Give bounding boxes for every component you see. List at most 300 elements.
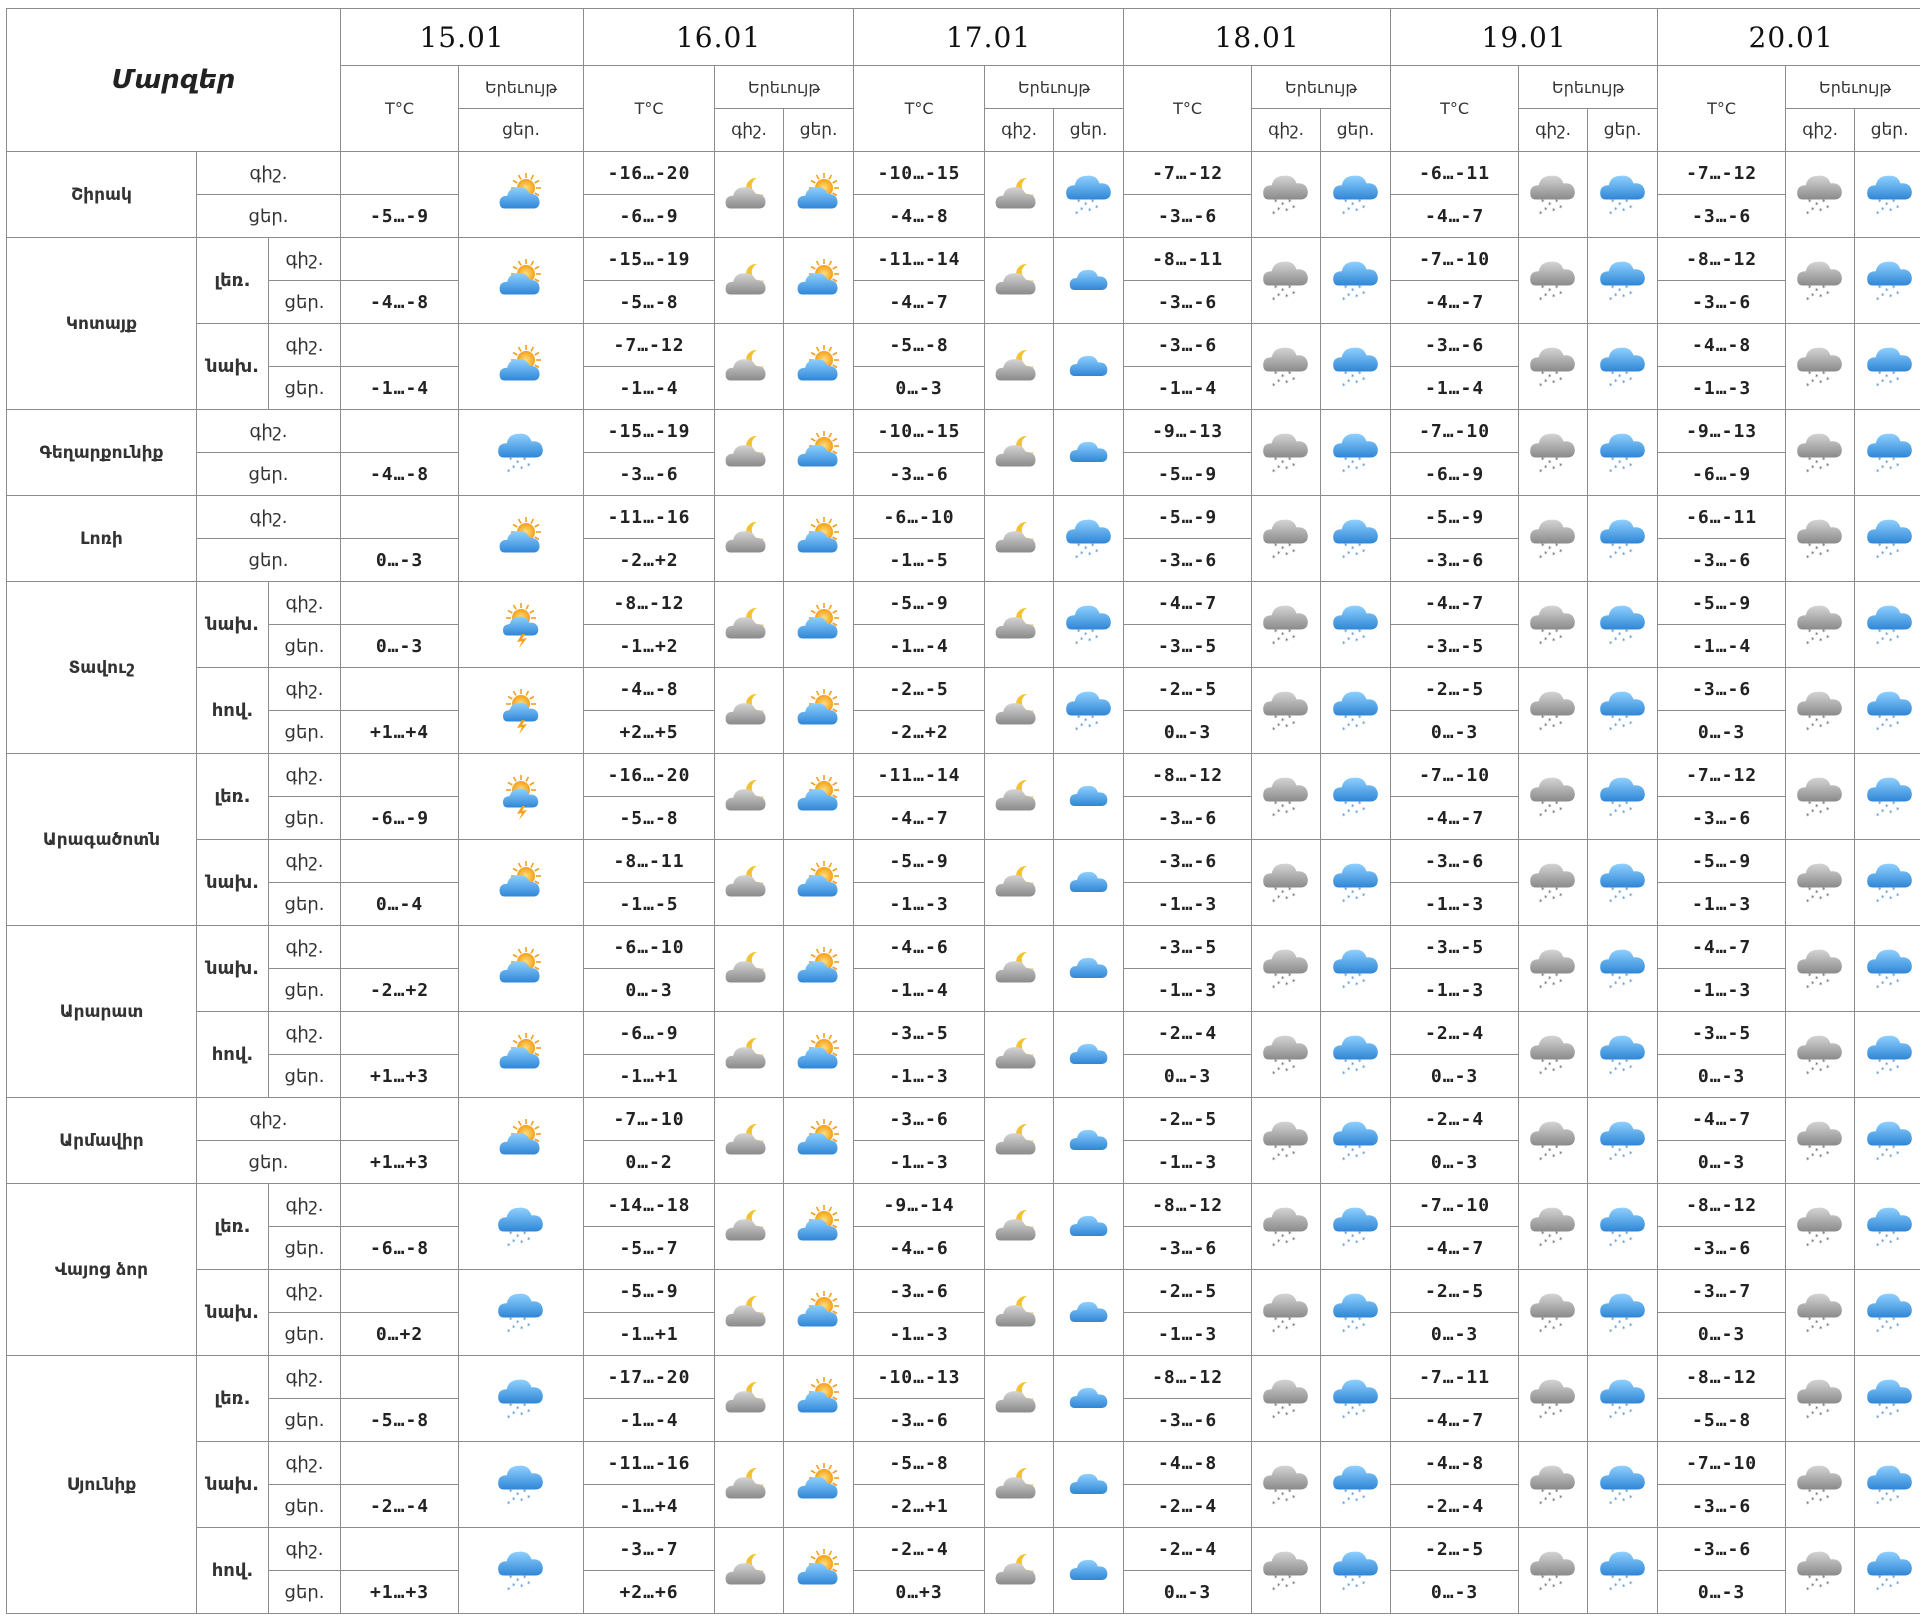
- temp-day: [1658, 195, 1786, 238]
- temp-day-text: -3…-6: [1425, 549, 1485, 571]
- temp-day: [1658, 969, 1786, 1012]
- svg-text:*: *: [1819, 1066, 1823, 1075]
- sub-header-day: [1855, 109, 1920, 152]
- temp-day: [1658, 1141, 1786, 1184]
- snow-cloud-icon: [1331, 256, 1381, 306]
- day-label: [197, 1141, 341, 1184]
- temp-day-15: [341, 1571, 459, 1614]
- svg-text:*: *: [1888, 1410, 1893, 1419]
- night-label: [269, 668, 341, 711]
- svg-text:*: *: [1875, 1413, 1880, 1422]
- svg-text:*: *: [1808, 283, 1812, 292]
- temp-day: [1391, 367, 1519, 410]
- svg-text:*: *: [1350, 888, 1355, 897]
- weather-icon-cell: [459, 1012, 584, 1098]
- svg-text:*: *: [1548, 458, 1552, 467]
- svg-text:*: *: [1076, 197, 1081, 206]
- grey-snow-cloud-icon: [1795, 1116, 1845, 1166]
- weather-icon-cell: [715, 152, 784, 238]
- partly-sunny-icon: [496, 514, 546, 564]
- svg-text:*: *: [1808, 1229, 1812, 1238]
- temp-day-15-text: -4…-8: [369, 291, 430, 313]
- temp-night-15: [341, 1356, 459, 1399]
- svg-text:*: *: [1354, 550, 1359, 559]
- svg-text:*: *: [1343, 885, 1348, 894]
- snow-cloud-icon: [1598, 170, 1648, 220]
- weather-icon-cell: [1855, 926, 1920, 1012]
- svg-text:*: *: [1288, 1315, 1292, 1324]
- temp-night: [854, 324, 985, 367]
- svg-text:*: *: [1822, 455, 1826, 464]
- svg-text:*: *: [1811, 549, 1815, 558]
- svg-text:*: *: [1357, 369, 1362, 378]
- temp-header: [1124, 66, 1252, 152]
- svg-text:*: *: [1559, 1407, 1563, 1416]
- sub-header-night-text: գիշ.: [1535, 120, 1572, 140]
- temp-night-15: [341, 1098, 459, 1141]
- weather-icon-cell: [459, 1098, 584, 1184]
- grey-snow-cloud-icon: [1261, 1288, 1311, 1338]
- svg-text:*: *: [1281, 1060, 1285, 1069]
- grey-snow-cloud-icon: [1795, 170, 1845, 220]
- svg-text:*: *: [1875, 1585, 1880, 1594]
- temp-day: [584, 195, 715, 238]
- svg-text:*: *: [1806, 553, 1810, 562]
- weather-icon-cell: [1054, 582, 1124, 668]
- svg-text:*: *: [1808, 1315, 1812, 1324]
- day-label: [269, 281, 341, 324]
- svg-text:*: *: [523, 1315, 527, 1324]
- svg-text:*: *: [1292, 289, 1296, 298]
- weather-icon-cell: [784, 496, 854, 582]
- area-label-cell: [197, 668, 269, 754]
- night-label-text: գիշ.: [249, 1108, 288, 1130]
- svg-text:*: *: [1272, 725, 1276, 734]
- weather-icon-cell: [1252, 840, 1321, 926]
- svg-text:*: *: [1285, 636, 1289, 645]
- temp-night: [1391, 1012, 1519, 1055]
- svg-text:*: *: [1357, 283, 1362, 292]
- svg-text:*: *: [1624, 971, 1629, 980]
- temp-day-15: [341, 1313, 459, 1356]
- svg-text:*: *: [1346, 1323, 1351, 1332]
- svg-text:*: *: [1341, 1499, 1346, 1508]
- weather-icon-cell: [1855, 238, 1920, 324]
- temp-night-text: -5…-8: [889, 1452, 949, 1474]
- svg-text:*: *: [1343, 1573, 1348, 1582]
- svg-text:*: *: [523, 455, 527, 464]
- svg-text:*: *: [1274, 1143, 1278, 1152]
- temp-night: [1391, 324, 1519, 367]
- weather-icon-cell: [1786, 1184, 1855, 1270]
- svg-text:*: *: [1548, 1490, 1552, 1499]
- svg-text:*: *: [1888, 1152, 1893, 1161]
- svg-text:*: *: [1281, 1146, 1285, 1155]
- svg-text:*: *: [1288, 1487, 1292, 1496]
- temp-night-text: -3…-6: [1425, 334, 1485, 356]
- temp-day-text: 0…-3: [1697, 1581, 1746, 1603]
- svg-text:*: *: [1552, 1496, 1556, 1505]
- temp-night: [1124, 1356, 1252, 1399]
- svg-text:*: *: [1822, 1487, 1826, 1496]
- night-label-text: գիշ.: [249, 162, 288, 184]
- temp-day-text: -2…+2: [619, 549, 679, 571]
- svg-text:*: *: [1610, 799, 1615, 808]
- weather-icon-cell: [1855, 582, 1920, 668]
- temp-day-text: -3…-6: [1692, 291, 1752, 313]
- svg-text:*: *: [1341, 467, 1346, 476]
- temp-night-text: -2…-5: [1425, 1538, 1485, 1560]
- svg-text:*: *: [1343, 799, 1348, 808]
- svg-text:*: *: [1555, 1487, 1559, 1496]
- svg-text:*: *: [1877, 1315, 1882, 1324]
- svg-text:*: *: [1281, 888, 1285, 897]
- area-label-cell: [197, 324, 269, 410]
- svg-text:*: *: [1559, 461, 1563, 470]
- cloud-icon: [1064, 1202, 1114, 1252]
- svg-text:*: *: [1346, 463, 1351, 472]
- temp-day-text: -4…-7: [1425, 291, 1485, 313]
- cloud-moon-icon: [724, 1030, 774, 1080]
- svg-text:*: *: [1819, 292, 1823, 301]
- svg-text:*: *: [1552, 1066, 1556, 1075]
- temp-day-text: -3…-6: [1157, 807, 1218, 829]
- svg-text:*: *: [1277, 807, 1281, 816]
- weather-icon-cell: [459, 410, 584, 496]
- temp-day-15-text: +1…+4: [369, 721, 430, 743]
- svg-text:*: *: [1292, 375, 1296, 384]
- temp-night-text: -9…-14: [883, 1194, 955, 1216]
- snow-cloud-icon: [1865, 1374, 1915, 1424]
- weather-icon-cell: [1519, 668, 1588, 754]
- weather-icon-cell: [985, 324, 1054, 410]
- svg-text:*: *: [1552, 722, 1556, 731]
- temp-day-text: +2…+6: [619, 1581, 679, 1603]
- temp-day-text: -4…-7: [1425, 1237, 1485, 1259]
- temp-day-text: -5…-7: [619, 1237, 679, 1259]
- area-label: հով.: [211, 1044, 254, 1065]
- svg-text:*: *: [1880, 291, 1885, 300]
- temp-day-text: -3…-6: [889, 1409, 949, 1431]
- svg-text:*: *: [1281, 630, 1285, 639]
- weather-icon-cell: [459, 668, 584, 754]
- svg-text:*: *: [1548, 544, 1552, 553]
- weather-icon-cell: [1855, 1528, 1920, 1614]
- cloud-moon-icon: [994, 600, 1044, 650]
- temp-night: [1658, 1442, 1786, 1485]
- cloud-moon-icon: [994, 1202, 1044, 1252]
- temp-night-text: -2…-4: [889, 1538, 949, 1560]
- weather-icon-cell: [1855, 410, 1920, 496]
- svg-text:*: *: [1285, 722, 1289, 731]
- region-name: Կոտայք: [65, 313, 138, 334]
- svg-text:*: *: [1354, 722, 1359, 731]
- weather-icon-cell: [1054, 496, 1124, 582]
- temp-day: [584, 281, 715, 324]
- snow-cloud-icon: [1331, 428, 1381, 478]
- day-label-text: ցեր.: [248, 205, 289, 227]
- svg-text:*: *: [1288, 799, 1292, 808]
- temp-night: [854, 754, 985, 797]
- sub-header-night: [1519, 109, 1588, 152]
- temp-night: [1124, 238, 1252, 281]
- svg-text:*: *: [1608, 639, 1613, 648]
- svg-text:*: *: [1628, 375, 1633, 384]
- temp-night: [1658, 496, 1786, 539]
- svg-text:*: *: [527, 1407, 531, 1416]
- svg-text:*: *: [512, 1323, 516, 1332]
- weather-icon-cell: [459, 496, 584, 582]
- weather-icon-cell: [1519, 754, 1588, 840]
- svg-text:*: *: [1274, 369, 1278, 378]
- svg-text:*: *: [1888, 1324, 1893, 1333]
- svg-text:*: *: [1891, 369, 1896, 378]
- svg-text:*: *: [1884, 1060, 1889, 1069]
- temp-night: [1658, 152, 1786, 195]
- svg-text:*: *: [1624, 369, 1629, 378]
- svg-text:*: *: [1548, 1232, 1552, 1241]
- svg-text:*: *: [1608, 1155, 1613, 1164]
- temp-night-text: -4…-8: [1692, 334, 1752, 356]
- svg-text:*: *: [1361, 719, 1366, 728]
- weather-icon-cell: [1054, 1442, 1124, 1528]
- svg-text:*: *: [1272, 553, 1276, 562]
- svg-text:*: *: [1277, 463, 1281, 472]
- temp-night-text: -2…-5: [1157, 1280, 1218, 1302]
- svg-text:*: *: [1292, 547, 1296, 556]
- temp-night-text: -3…-6: [1425, 850, 1485, 872]
- svg-text:*: *: [1555, 1315, 1559, 1324]
- sky-header-text: Երեւույթ: [1284, 77, 1358, 97]
- svg-text:*: *: [1613, 377, 1618, 386]
- svg-text:*: *: [1357, 1401, 1362, 1410]
- svg-text:*: *: [1361, 805, 1366, 814]
- svg-text:*: *: [1539, 1155, 1543, 1164]
- svg-text:*: *: [1888, 894, 1893, 903]
- svg-text:*: *: [1559, 633, 1563, 642]
- day-label-text: ցեր.: [284, 291, 325, 313]
- weather-icon-cell: [1519, 1528, 1588, 1614]
- weather-icon-cell: [1321, 926, 1391, 1012]
- svg-text:*: *: [1826, 203, 1830, 212]
- temp-night-text: -5…-9: [1692, 850, 1752, 872]
- svg-text:*: *: [1555, 1573, 1559, 1582]
- grey-snow-cloud-icon: [1528, 1202, 1578, 1252]
- svg-text:*: *: [1822, 1573, 1826, 1582]
- weather-icon-cell: [1588, 1356, 1658, 1442]
- svg-text:*: *: [1272, 1069, 1276, 1078]
- temp-night-text: -7…-10: [1419, 1194, 1491, 1216]
- svg-text:*: *: [1548, 802, 1552, 811]
- svg-text:*: *: [1608, 725, 1613, 734]
- temp-day: [1391, 1055, 1519, 1098]
- temp-header-text: T°C: [385, 99, 414, 118]
- snow-cloud-icon: [1598, 256, 1648, 306]
- temp-night: [1391, 1528, 1519, 1571]
- svg-text:*: *: [1608, 467, 1613, 476]
- temp-night: [1124, 582, 1252, 625]
- weather-icon-cell: [1786, 496, 1855, 582]
- svg-text:*: *: [1288, 1143, 1292, 1152]
- temp-night-text: -6…-10: [883, 506, 955, 528]
- svg-text:*: *: [1292, 1579, 1296, 1588]
- day-label-text: ցեր.: [284, 1323, 325, 1345]
- svg-text:*: *: [1090, 627, 1095, 636]
- weather-icon-cell: [985, 496, 1054, 582]
- svg-text:*: *: [1281, 458, 1285, 467]
- day-label: [197, 453, 341, 496]
- temp-night-15: [341, 324, 459, 367]
- svg-text:*: *: [1357, 1229, 1362, 1238]
- svg-text:*: *: [1272, 1155, 1276, 1164]
- svg-text:*: *: [1541, 197, 1545, 206]
- night-row: [7, 926, 1920, 969]
- svg-text:*: *: [1074, 553, 1079, 562]
- svg-text:*: *: [1891, 799, 1896, 808]
- svg-text:*: *: [1539, 1327, 1543, 1336]
- snow-cloud-icon: [1865, 342, 1915, 392]
- grey-snow-cloud-icon: [1261, 428, 1311, 478]
- svg-text:*: *: [1288, 1401, 1292, 1410]
- sub-header-day-text: ցեր.: [1069, 120, 1108, 140]
- weather-icon-cell: [1054, 324, 1124, 410]
- svg-text:*: *: [1811, 1495, 1815, 1504]
- svg-text:*: *: [1891, 1229, 1896, 1238]
- temp-night-text: -5…-9: [1425, 506, 1485, 528]
- svg-text:*: *: [520, 1410, 524, 1419]
- cloud-icon: [1064, 1116, 1114, 1166]
- night-row: [7, 582, 1920, 625]
- temp-day: [1391, 281, 1519, 324]
- snow-cloud-icon: [496, 1546, 546, 1596]
- temp-night-text: -3…-6: [1692, 678, 1752, 700]
- night-label: [269, 926, 341, 969]
- temp-night: [1124, 668, 1252, 711]
- temp-day: [854, 1571, 985, 1614]
- svg-text:*: *: [1819, 1496, 1823, 1505]
- cloud-icon: [1064, 1030, 1114, 1080]
- svg-text:*: *: [1274, 799, 1278, 808]
- snow-cloud-icon: [496, 1460, 546, 1510]
- weather-icon-cell: [1588, 1184, 1658, 1270]
- sky-header-text: Երեւույթ: [1017, 77, 1091, 97]
- svg-text:*: *: [1617, 458, 1622, 467]
- day-label-text: ցեր.: [284, 1495, 325, 1517]
- temp-night: [1124, 152, 1252, 195]
- weather-icon-cell: [1252, 496, 1321, 582]
- svg-text:*: *: [1826, 547, 1830, 556]
- temp-day: [854, 625, 985, 668]
- svg-text:*: *: [1819, 980, 1823, 989]
- svg-text:*: *: [1806, 1413, 1810, 1422]
- weather-icon-cell: [1588, 496, 1658, 582]
- grey-snow-cloud-icon: [1528, 1116, 1578, 1166]
- svg-text:*: *: [1826, 891, 1830, 900]
- sub-header-day: [1321, 109, 1391, 152]
- svg-text:*: *: [1272, 295, 1276, 304]
- snow-cloud-icon: [1331, 342, 1381, 392]
- weather-icon-cell: [459, 1270, 584, 1356]
- temp-night: [1124, 410, 1252, 453]
- svg-text:*: *: [1613, 807, 1618, 816]
- temp-day: [1124, 1227, 1252, 1270]
- weather-icon-cell: [1252, 1012, 1321, 1098]
- temp-day-text: -1…-3: [889, 1323, 949, 1345]
- weather-icon-cell: [1519, 1356, 1588, 1442]
- temp-night: [584, 1012, 715, 1055]
- cloud-moon-icon: [724, 944, 774, 994]
- snow-cloud-icon: [1865, 1288, 1915, 1338]
- grey-snow-cloud-icon: [1261, 1116, 1311, 1166]
- weather-icon-cell: [715, 1356, 784, 1442]
- weather-icon-cell: [1519, 926, 1588, 1012]
- cloud-moon-icon: [994, 772, 1044, 822]
- svg-text:*: *: [1884, 1404, 1889, 1413]
- temp-night: [1124, 926, 1252, 969]
- svg-text:*: *: [1875, 1241, 1880, 1250]
- region-name-cell: [7, 1356, 197, 1614]
- snow-cloud-icon: [1598, 1374, 1648, 1424]
- snow-cloud-icon: [1865, 686, 1915, 736]
- svg-text:*: *: [1621, 1410, 1626, 1419]
- svg-text:*: *: [1541, 283, 1545, 292]
- svg-text:*: *: [1610, 1487, 1615, 1496]
- weather-icon-cell: [985, 1528, 1054, 1614]
- svg-text:*: *: [1877, 799, 1882, 808]
- temp-day: [584, 797, 715, 840]
- temp-night: [1658, 1528, 1786, 1571]
- svg-text:*: *: [1541, 1487, 1545, 1496]
- temp-night: [584, 1184, 715, 1227]
- forecast-table-body: [7, 9, 1920, 1614]
- snow-cloud-icon: [1598, 600, 1648, 650]
- temp-night-text: -5…-9: [619, 1280, 679, 1302]
- region-name: Տավուշ: [68, 657, 135, 678]
- grey-snow-cloud-icon: [1795, 428, 1845, 478]
- temp-night-text: -6…-9: [619, 1022, 679, 1044]
- svg-text:*: *: [1544, 205, 1548, 214]
- svg-text:*: *: [1274, 283, 1278, 292]
- svg-text:*: *: [1617, 888, 1622, 897]
- svg-text:*: *: [1343, 455, 1348, 464]
- day-label: [269, 625, 341, 668]
- svg-text:*: *: [1811, 1323, 1815, 1332]
- temp-night-text: -7…-10: [1686, 1452, 1758, 1474]
- svg-text:*: *: [1357, 971, 1362, 980]
- temp-day-text: -4…-7: [1425, 807, 1485, 829]
- temp-day-15-text: -6…-8: [369, 1237, 430, 1259]
- cloud-moon-icon: [994, 858, 1044, 908]
- svg-text:*: *: [1628, 633, 1633, 642]
- partly-sunny-icon: [794, 858, 844, 908]
- svg-text:*: *: [1624, 541, 1629, 550]
- svg-text:*: *: [1552, 894, 1556, 903]
- temp-day: [854, 1485, 985, 1528]
- sun-storm-icon: [496, 772, 546, 822]
- temp-night-text: -5…-9: [1692, 592, 1752, 614]
- svg-text:*: *: [1544, 1151, 1548, 1160]
- svg-text:*: *: [1613, 721, 1618, 730]
- svg-text:*: *: [1539, 553, 1543, 562]
- svg-text:*: *: [1628, 977, 1633, 986]
- svg-text:*: *: [1875, 1069, 1880, 1078]
- temp-day-text: 0…-3: [1430, 1581, 1479, 1603]
- weather-icon-cell: [784, 668, 854, 754]
- svg-text:*: *: [1350, 286, 1355, 295]
- temp-day-text: -1…+4: [619, 1495, 679, 1517]
- svg-text:*: *: [1806, 1155, 1810, 1164]
- day-label: [197, 195, 341, 238]
